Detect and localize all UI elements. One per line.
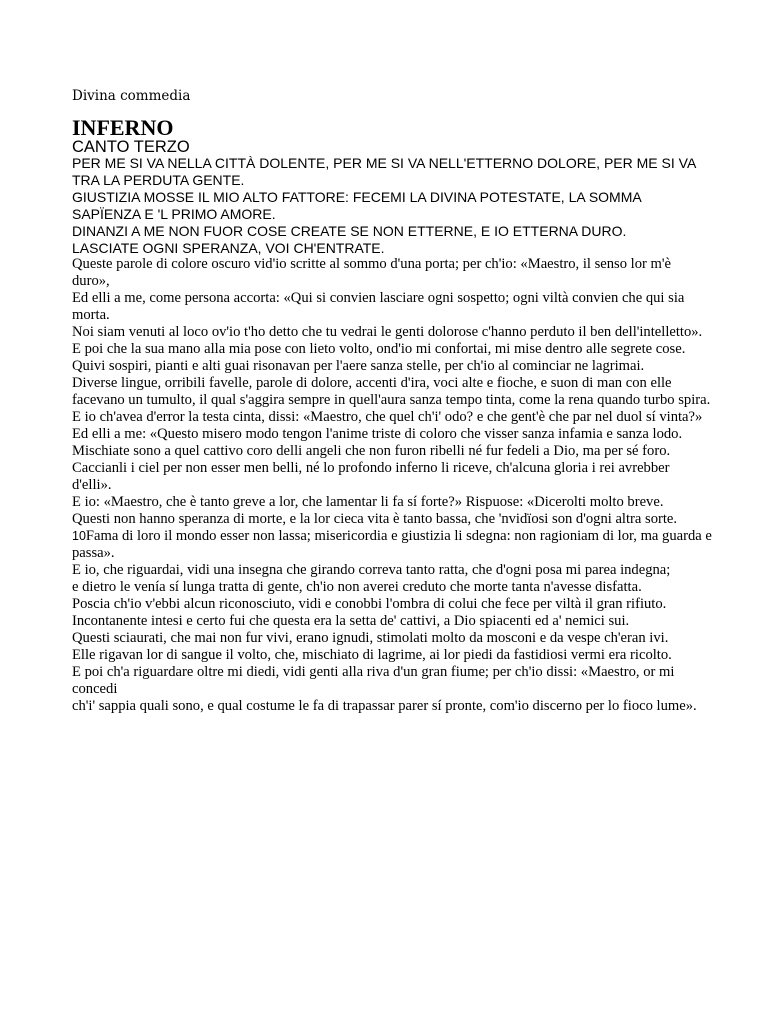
inscription-line: GIUSTIZIA MOSSE IL MIO ALTO FATTORE: FECEMI LA DIVINA POTESTATE, LA SOMMA SAPÏENZA E 'L PRIMO AMORE.: [72, 189, 641, 222]
inscription-line: DINANZI A ME NON FUOR COSE CREATE SE NON ETTERNE, E IO ETTERNA DURO.: [72, 223, 627, 239]
canto-text: [72, 256, 712, 715]
tercet-paragraph: E poi ch'a riguardare oltre mi diedi, vidi genti alla riva d'un gran fiume; per ch'io dissi: «Maestro, or mi concedi: [72, 664, 675, 697]
tercet-paragraph: Noi siam venuti al loco ov'io t'ho detto che tu vedrai le genti dolorose c'hanno perduto il ben dell'intelletto».: [72, 324, 703, 340]
line-number: 10: [72, 529, 86, 543]
section-title: INFERNO: [72, 115, 174, 140]
gate-inscription: [72, 155, 712, 257]
tercet-paragraph: Ed elli a me: «Questo misero modo tengon l'anime triste di coloro che visser sanza infamia e sanza lodo.: [72, 426, 683, 442]
inscription-line: PER ME SI VA NELLA CITTÀ DOLENTE, PER ME SI VA NELL'ETTERNO DOLORE, PER ME SI VA TRA LA PERDUTA GENTE.: [72, 155, 696, 188]
tercet-paragraph: Diverse lingue, orribili favelle, parole di dolore, accenti d'ira, voci alte e fioche, e suon di man con elle: [72, 375, 672, 391]
tercet-paragraph: Caccianli i ciel per non esser men belli, né lo profondo inferno li riceve, ch'alcuna gloria i rei avrebber d'elli».: [72, 460, 670, 493]
tercet-paragraph: E io ch'avea d'error la testa cinta, dissi: «Maestro, che quel ch'i' odo? e che gent'è che par nel duol sí vinta?»: [72, 409, 703, 425]
tercet-paragraph: Queste parole di colore oscuro vid'io scritte al sommo d'una porta; per ch'io: «Maestro, il senso lor m'è duro»,: [72, 256, 671, 289]
tercet-paragraph: Elle rigavan lor di sangue il volto, che, mischiato di lagrime, ai lor piedi da fastidiosi vermi era ricolto.: [72, 647, 672, 663]
tercet-paragraph: facevano un tumulto, il qual s'aggira sempre in quell'aura sanza tempo tinta, come la rena quando turbo spira.: [72, 392, 711, 408]
tercet-paragraph: E poi che la sua mano alla mia pose con lieto volto, ond'io mi confortai, mi mise dentro alle segrete cose.: [72, 341, 686, 357]
tercet-paragraph: Mischiate sono a quel cattivo coro delli angeli che non furon ribelli né fur fedeli a Dio, ma per sé foro.: [72, 443, 671, 459]
tercet-paragraph: Ed elli a me, come persona accorta: «Qui si convien lasciare ogni sospetto; ogni viltà convien che qui sia morta.: [72, 290, 685, 323]
tercet-paragraph: e dietro le venía sí lunga tratta di gente, ch'io non averei creduto che morte tanta n'avesse disfatta.: [72, 579, 642, 595]
tercet-text: Fama di loro il mondo esser non lassa; misericordia e giustizia li sdegna: non ragioniam di lor, ma guarda e passa».: [72, 528, 712, 561]
inscription-line: LASCIATE OGNI SPERANZA, VOI CH'ENTRATE.: [72, 240, 385, 256]
tercet-paragraph: E io: «Maestro, che è tanto greve a lor, che lamentar li fa sí forte?» Rispuose: «Dicerolti molto breve.: [72, 494, 664, 510]
tercet-paragraph: Questi sciaurati, che mai non fur vivi, erano ignudi, stimolati molto da mosconi e da vespe ch'eran ivi.: [72, 630, 669, 646]
tercet-paragraph: E io, che riguardai, vidi una insegna che girando correva tanto ratta, che d'ogni posa mi parea indegna;: [72, 562, 671, 578]
tercet-paragraph: Poscia ch'io v'ebbi alcun riconosciuto, vidi e conobbi l'ombra di colui che fece per viltà il gran rifiuto.: [72, 596, 667, 612]
document-header: Divina commedia: [72, 88, 191, 104]
tercet-paragraph: Quivi sospiri, pianti e alti guai risonavan per l'aere sanza stelle, per ch'io al cominciar ne lagrimai.: [72, 358, 645, 374]
tercet-paragraph: ch'i' sappia quali sono, e qual costume le fa di trapassar parer sí pronte, com'io discerno per lo fioco lume».: [72, 698, 697, 714]
tercet-paragraph: Questi non hanno speranza di morte, e la lor cieca vita è tanto bassa, che 'nvidïosi son d'ogni altra sorte.: [72, 511, 678, 527]
canto-heading: CANTO TERZO: [72, 138, 190, 156]
numbered-tercet: [72, 528, 712, 562]
tercet-paragraph: Incontanente intesi e certo fui che questa era la setta de' cattivi, a Dio spiacenti ed a' nemici sui.: [72, 613, 630, 629]
